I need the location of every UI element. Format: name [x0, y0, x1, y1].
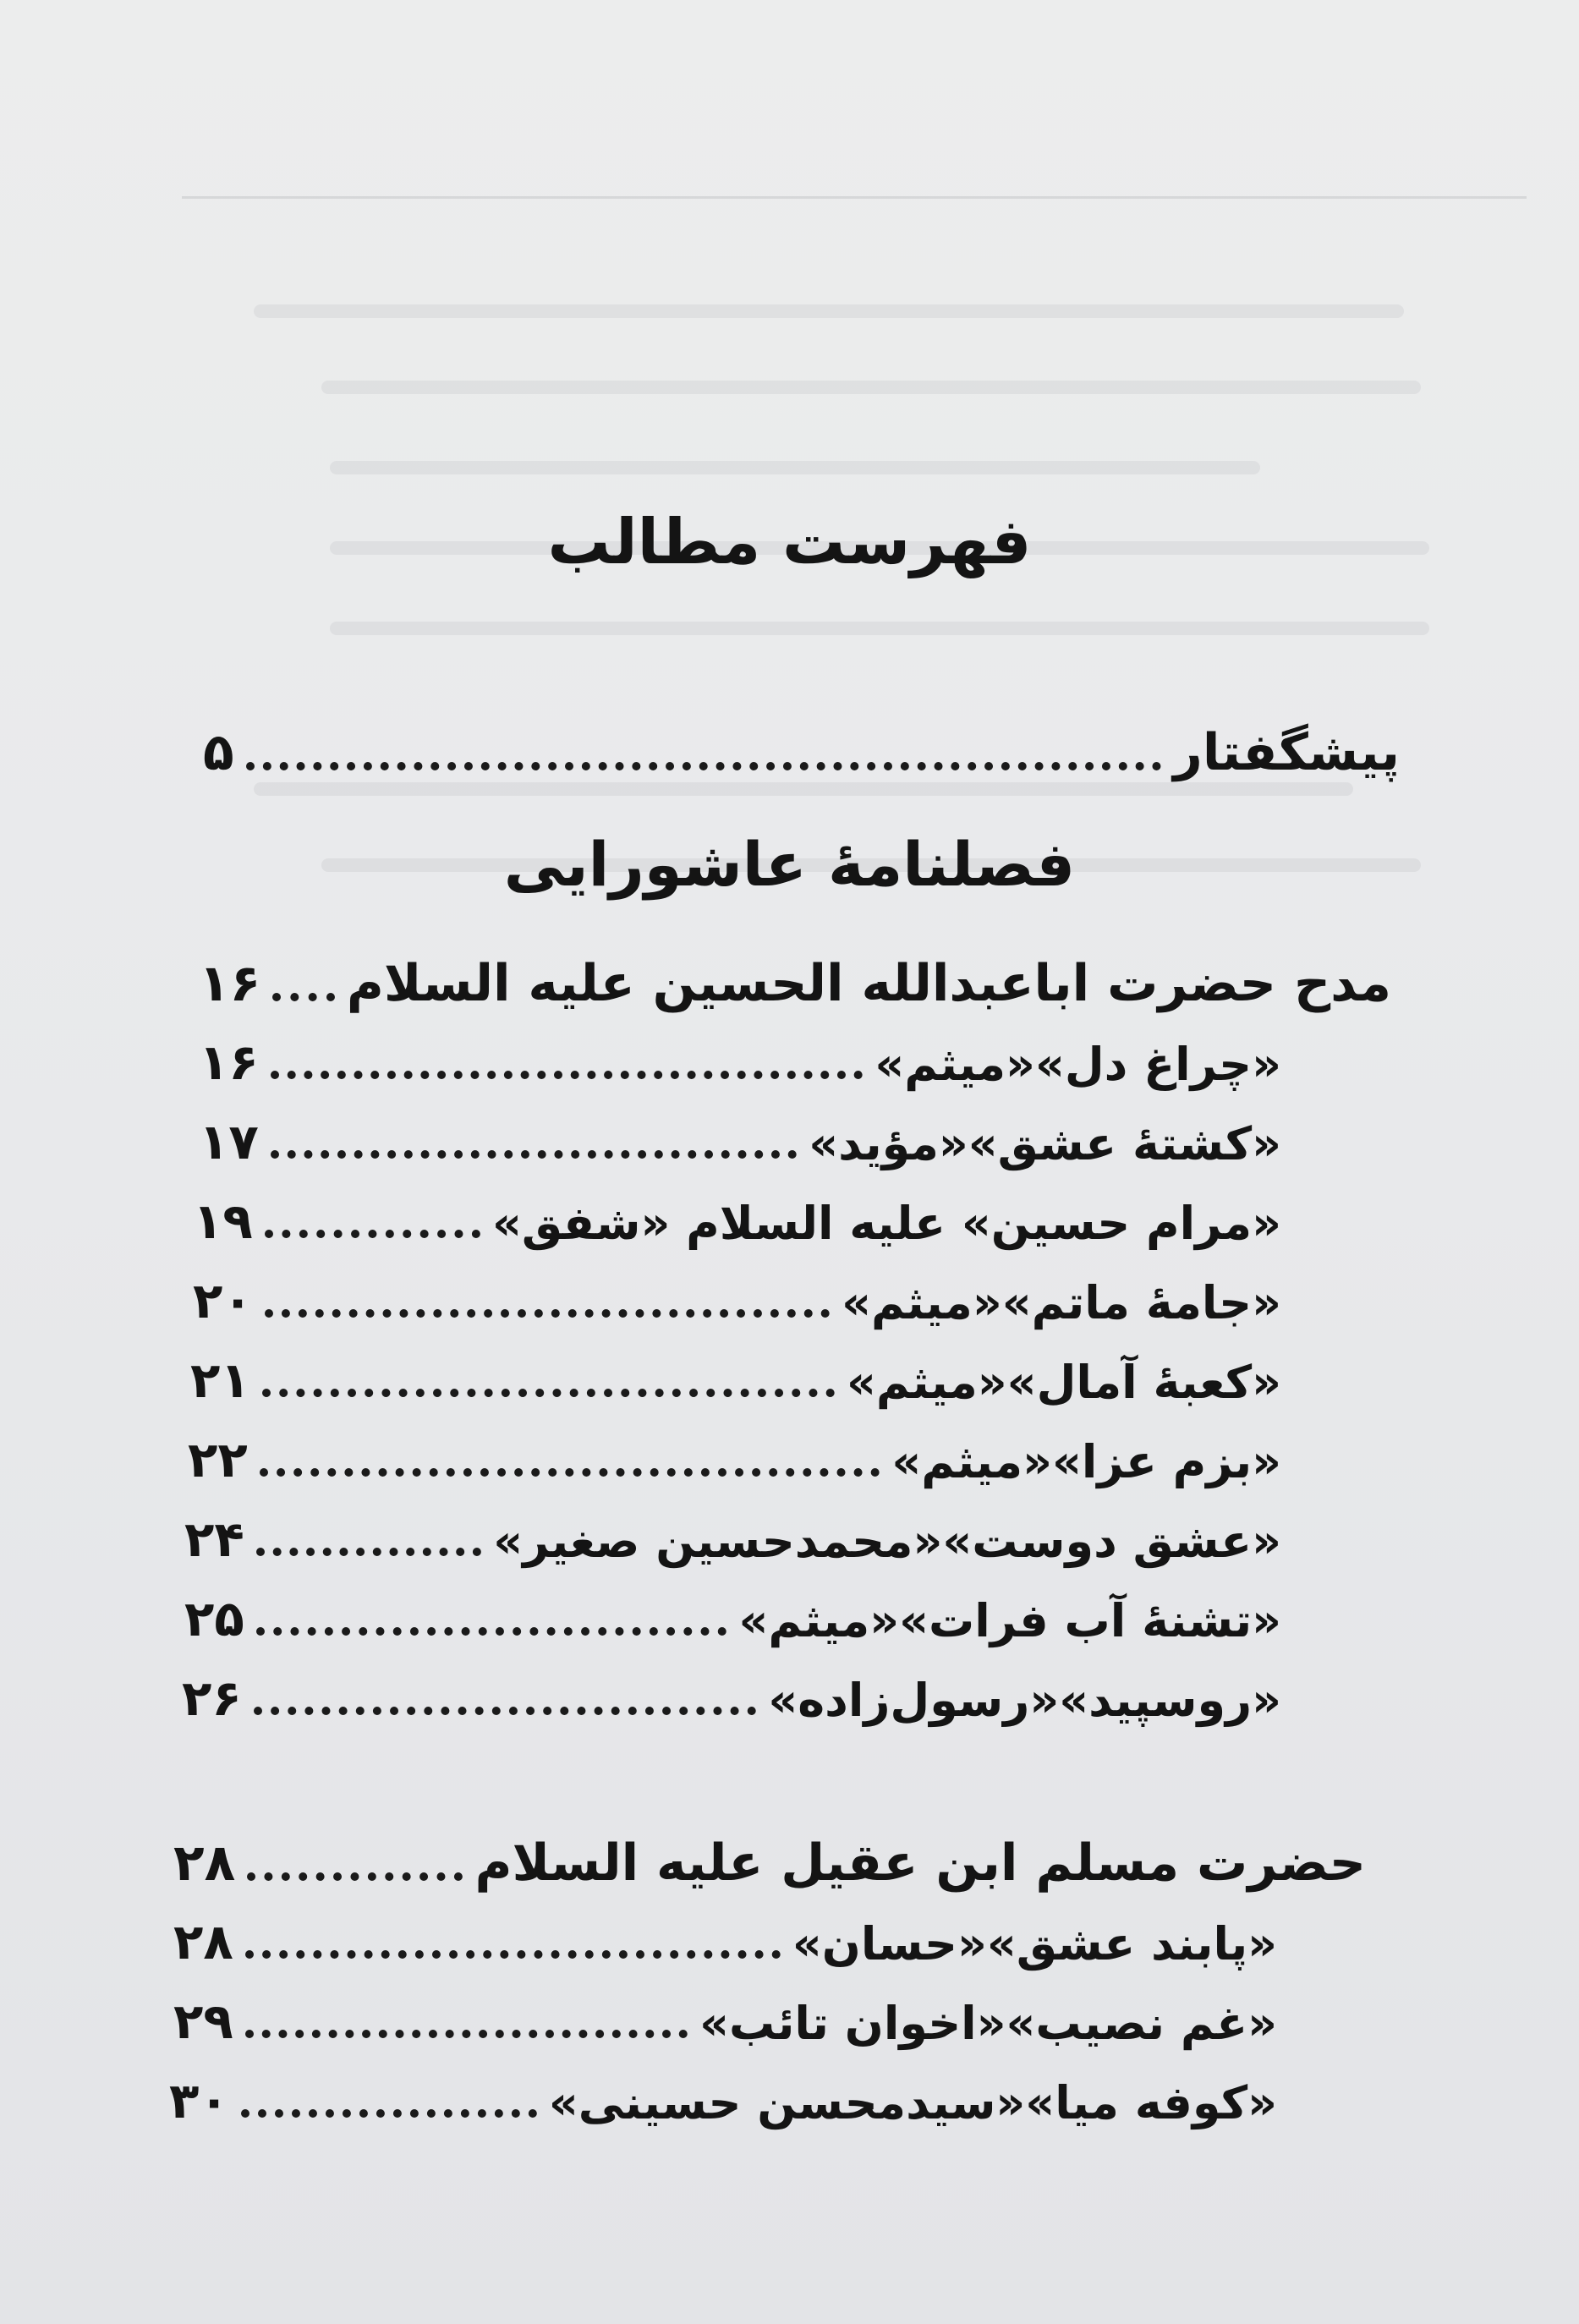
toc-row-item: [182, 1669, 1281, 1727]
dot-leader: [256, 1548, 481, 1556]
toc-label: «روسپید»«رسول‌زاده»: [768, 1674, 1281, 1727]
toc-label: مدح حضرت اباعبدالله الحسین علیه السلام: [346, 954, 1391, 1013]
toc-row-item: [199, 1033, 1281, 1091]
dot-leader: [265, 1309, 830, 1318]
toc-label: «غم نصیب»«اخوان تائب»: [699, 1997, 1277, 2050]
toc-row-group-heading: [199, 954, 1391, 1013]
toc-label: «عشق دوست»«محمدحسین صغیر»: [493, 1515, 1281, 1568]
section-title: فصلنامهٔ عاشورایی: [503, 829, 1076, 900]
toc-page-number: ۱۶: [199, 1033, 259, 1091]
toc-row-preface: [203, 723, 1400, 782]
toc-row-item: [193, 1192, 1281, 1250]
toc-row-item: [193, 1272, 1281, 1329]
toc-label: حضرت مسلم ابن عقیل علیه السلام: [474, 1833, 1366, 1893]
toc-row-group-heading: [173, 1833, 1366, 1893]
toc-label: پیشگفتار: [1173, 723, 1400, 782]
dot-leader: [245, 1950, 781, 1959]
toc-label: «چراغ دل»«میثم»: [874, 1038, 1281, 1091]
toc-page-number: ۲۸: [173, 1833, 236, 1893]
toc-page-number: ۱۷: [199, 1113, 259, 1170]
toc-row-item: [184, 1510, 1281, 1568]
toc-row-item: [199, 1113, 1281, 1170]
toc-row-item: [169, 2072, 1277, 2129]
toc-label: «کشتهٔ عشق»«مؤید»: [809, 1117, 1281, 1170]
toc-page-number: ۲۱: [190, 1351, 250, 1409]
toc-page-number: ۲۸: [173, 1913, 233, 1970]
toc-page-number: ۳۰: [169, 2072, 229, 2129]
toc-page-number: ۱۶: [199, 954, 261, 1013]
toc-label: «بزم عزا»«میثم»: [891, 1435, 1281, 1488]
dot-leader: [271, 1071, 864, 1079]
toc-page-number: ۵: [203, 723, 234, 782]
toc-label: «کوفه میا»«سیدمحسن حسینی»: [548, 2076, 1277, 2129]
toc-label: «جامهٔ ماتم»«میثم»: [842, 1276, 1281, 1329]
toc-row-item: [184, 1590, 1281, 1647]
toc-row-item: [188, 1431, 1281, 1488]
dot-leader: [262, 1389, 835, 1397]
page-title: فهرست مطالب: [547, 506, 1032, 578]
toc-row-item: [190, 1351, 1281, 1409]
toc-label: «تشنهٔ آب فرات»«میثم»: [738, 1594, 1281, 1647]
dot-leader: [246, 762, 1162, 770]
toc-page-number: ۲۰: [193, 1272, 253, 1329]
dot-leader: [272, 993, 335, 1001]
toc-page-number: ۲۴: [184, 1510, 244, 1568]
toc-row-item: [173, 1992, 1277, 2050]
dot-leader: [254, 1707, 757, 1715]
dot-leader: [241, 2109, 537, 2118]
toc-label: «کعبهٔ آمال»«میثم»: [847, 1356, 1281, 1409]
toc-page-number: ۲۲: [188, 1431, 248, 1488]
dot-leader: [260, 1468, 880, 1477]
toc-row-item: [173, 1913, 1277, 1970]
dot-leader: [245, 2030, 688, 2038]
dot-leader: [247, 1872, 463, 1881]
toc-page-number: ۲۵: [184, 1590, 244, 1647]
dot-leader: [271, 1150, 797, 1159]
dot-leader: [256, 1627, 727, 1636]
toc-page-number: ۲۹: [173, 1992, 233, 2050]
toc-label: «مرام حسین» علیه السلام «شفق»: [491, 1197, 1281, 1250]
toc-page-number: ۱۹: [193, 1192, 253, 1250]
toc-label: «پابند عشق»«حسان»: [792, 1917, 1277, 1970]
toc-page-number: ۲۶: [182, 1669, 242, 1727]
dot-leader: [265, 1230, 480, 1238]
